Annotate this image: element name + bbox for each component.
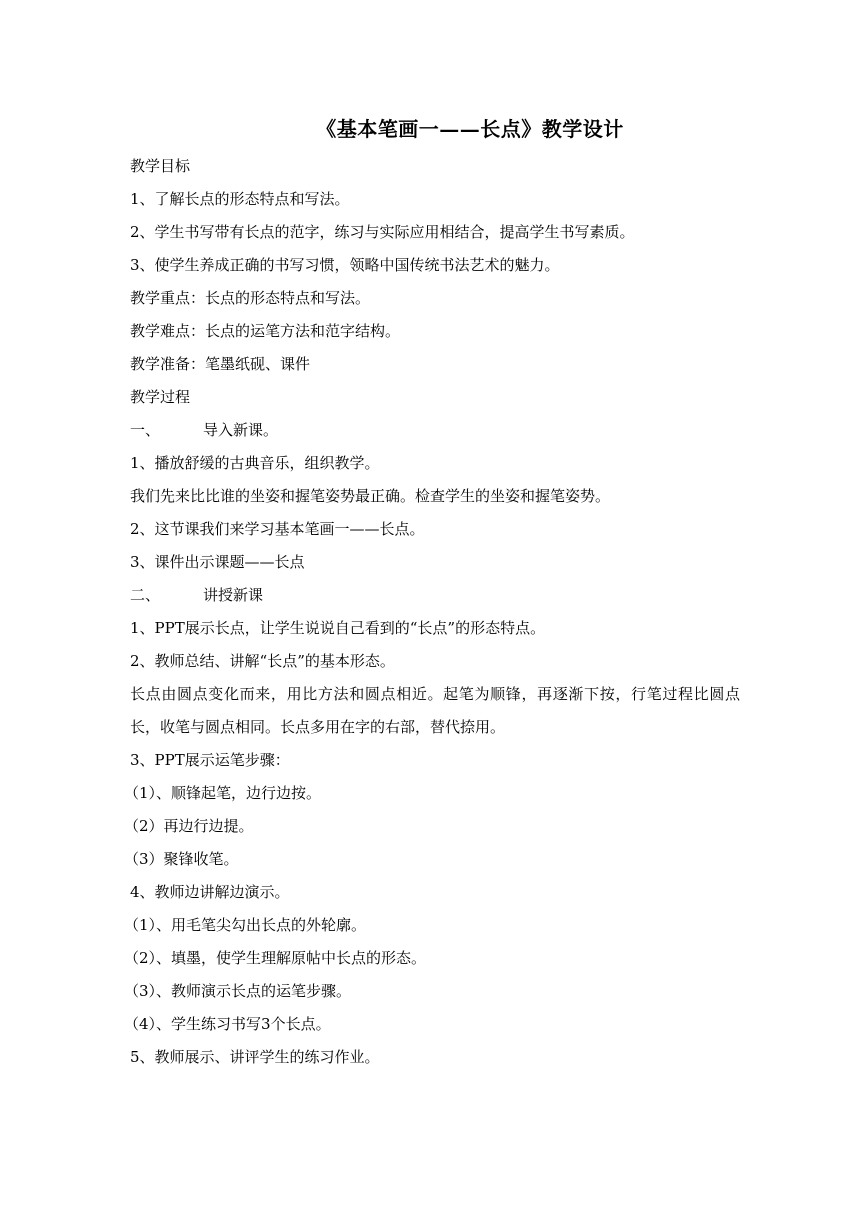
section-1-item: 3、课件出示课题——长点: [130, 553, 305, 571]
document-title: 《基本笔画一——长点》教学设计: [316, 117, 624, 141]
section-2-label: 讲授新课: [203, 586, 264, 604]
section-1-number: 一、: [130, 421, 161, 439]
section-1-item: 1、播放舒缓的古典音乐，组织教学。: [130, 454, 380, 472]
step-heading: 3、PPT展示运笔步骤：: [130, 751, 290, 769]
demo-step: （3）、教师演示长点的运笔步骤。: [124, 982, 352, 1000]
section-1-label: 导入新课。: [203, 421, 279, 439]
key-point: 教学重点：长点的形态特点和写法。: [130, 289, 371, 307]
section-2-item: 1、PPT展示长点，让学生说说自己看到的“长点”的形态特点。: [130, 619, 546, 637]
long-point-description: 长点由圆点变化而来，用比方法和圆点相近。起笔为顺锋，再逐渐下按，行笔过程比圆点长，收笔与圆点相同。长点多用在字的右部，替代捺用。: [130, 685, 740, 736]
final-item: 5、教师展示、讲评学生的练习作业。: [130, 1048, 380, 1066]
difficulty: 教学难点：长点的运笔方法和范字结构。: [130, 322, 401, 340]
demo-step: （2）、填墨，使学生理解原帖中长点的形态。: [124, 949, 427, 967]
objectives-heading: 教学目标: [130, 157, 191, 175]
section-1-heading: [130, 414, 740, 447]
objective-item: 2、学生书写带有长点的范字，练习与实际应用相结合，提高学生书写素质。: [130, 223, 635, 241]
demo-heading: 4、教师边讲解边演示。: [130, 883, 290, 901]
section-1-item: 我们先来比比谁的坐姿和握笔姿势最正确。检查学生的坐姿和握笔姿势。: [130, 487, 611, 505]
section-2-number: 二、: [130, 586, 161, 604]
step-item: （1）、顺锋起笔，边行边按。: [124, 784, 322, 802]
step-item: （2）再边行边提。: [124, 817, 254, 835]
section-2-item: 2、教师总结、讲解“长点”的基本形态。: [130, 652, 395, 670]
process-heading: 教学过程: [130, 388, 191, 406]
step-item: （3）聚锋收笔。: [124, 850, 239, 868]
demo-step: （4）、学生练习书写3个长点。: [124, 1015, 331, 1033]
document-body: [124, 150, 740, 1074]
objective-item: 1、了解长点的形态特点和写法。: [130, 190, 350, 208]
preparation: 教学准备：笔墨纸砚、课件: [130, 355, 311, 373]
demo-step: （1）、用毛笔尖勾出长点的外轮廓。: [124, 916, 367, 934]
section-2-heading: [130, 579, 740, 612]
section-1-item: 2、这节课我们来学习基本笔画一——长点。: [130, 520, 425, 538]
objective-item: 3、使学生养成正确的书写习惯，领略中国传统书法艺术的魅力。: [130, 256, 560, 274]
